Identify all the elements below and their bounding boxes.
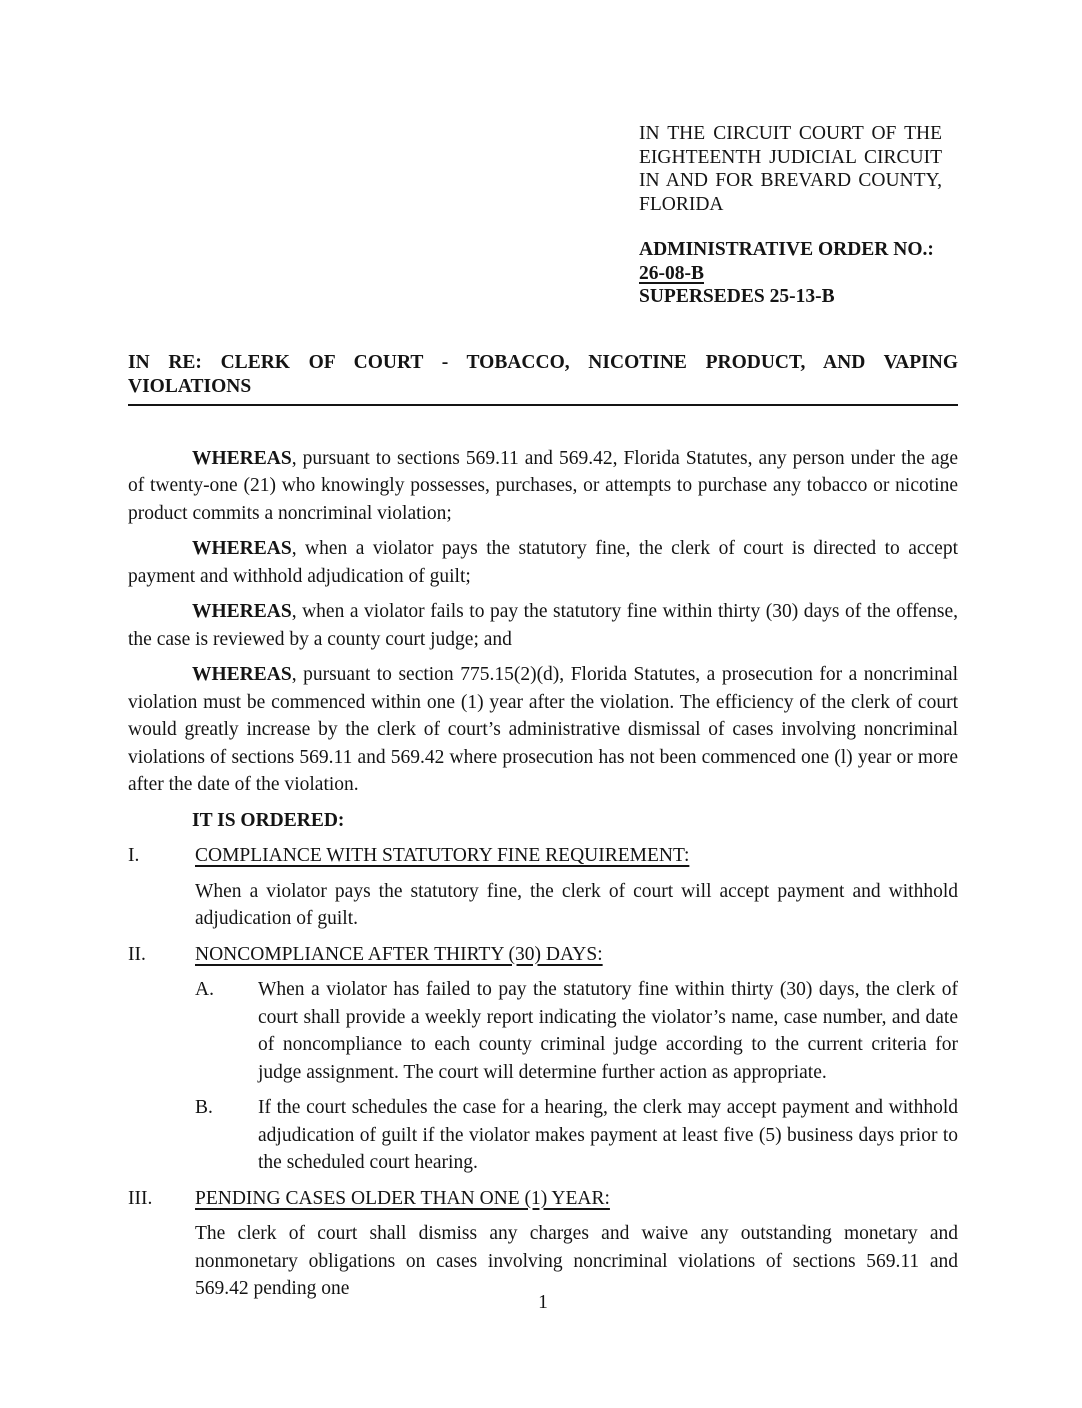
section-numeral: III. [128, 1187, 153, 1209]
whereas-text: , when a violator fails to pay the statutory fine within thirty (30) days of the offense, the case is reviewed by a county court judge; and [128, 601, 958, 650]
document-title-line: VIOLATIONS [128, 376, 252, 397]
subitem-label: B. [195, 1097, 213, 1118]
subitem-text: If the court schedules the case for a hearing, the clerk may accept payment and withhold adjudication of guilt if the violator makes payment at least five (5) business days prior to the scheduled court hearing. [258, 1097, 958, 1173]
whereas-paragraph-4 [128, 661, 958, 799]
subitem-text: When a violator has failed to pay the statutory fine within thirty (30) days, the clerk of court shall provide a weekly report indicating the violator’s name, case number, and date of noncompliance to each county criminal judge according to the current criteria for judge assignment. The court will determine further action as appropriate. [258, 979, 958, 1083]
section-numeral: II. [128, 943, 146, 965]
subitem-label: A. [195, 979, 214, 1000]
whereas-text: , pursuant to sections 569.11 and 569.42, Florida Statutes, any person under the age of twenty-one (21) who knowingly possesses, purchases, or attempts to purchase any tobacco or nicotine product commits a noncriminal violation; [128, 447, 958, 524]
document-title [128, 351, 958, 406]
section-numeral: I. [128, 845, 140, 866]
section-2-item-a [195, 976, 958, 1086]
section-heading-text: NONCOMPLIANCE AFTER THIRTY (30) DAYS: [195, 943, 603, 965]
section-heading-text: COMPLIANCE WITH STATUTORY FINE REQUIREMENT: [195, 845, 690, 866]
whereas-text: , pursuant to section 775.15(2)(d), Florida Statutes, a prosecution for a noncriminal violation must be commenced within one (1) year after the violation. The efficiency of the clerk of court would greatly increase by the clerk of court’s administrative dismissal of cases involving noncriminal violations of sections 569.11 and 569.42 where prosecution has not been commenced one (l) year or more after the date of the violation. [128, 664, 958, 795]
section-3-heading [128, 1185, 958, 1213]
order-number: 26-08-B [639, 262, 704, 284]
whereas-paragraph-3 [128, 598, 958, 653]
section-3-body: The clerk of court shall dismiss any charges and waive any outstanding monetary and nonmonetary obligations on cases involving noncriminal violations of sections 569.11 and 569.42 pending one [195, 1223, 958, 1299]
order-number-block [639, 238, 959, 309]
order-number-label: ADMINISTRATIVE ORDER NO.: [639, 239, 934, 260]
whereas-lead: WHEREAS [192, 601, 292, 622]
whereas-paragraph-1 [128, 445, 958, 528]
page-number: 1 [538, 1292, 548, 1313]
whereas-paragraph-2 [128, 535, 958, 590]
document-title-line: IN RE: CLERK OF COURT - TOBACCO, NICOTINE PRODUCT, AND VAPING [128, 351, 958, 373]
court-caption-line: IN THE CIRCUIT COURT OF THE [639, 123, 942, 144]
court-caption [639, 122, 942, 216]
whereas-lead: WHEREAS [192, 664, 292, 685]
whereas-lead: WHEREAS [192, 538, 292, 559]
section-2-heading [128, 941, 958, 969]
court-caption-line: EIGHTEENTH JUDICIAL CIRCUIT [639, 146, 942, 168]
supersedes-label: SUPERSEDES 25-13-B [639, 286, 835, 307]
whereas-text: , when a violator pays the statutory fine, the clerk of court is directed to accept payment and withhold adjudication of guilt; [128, 538, 958, 587]
it-is-ordered-label: IT IS ORDERED: [192, 809, 345, 831]
court-caption-line: FLORIDA [639, 193, 724, 215]
whereas-lead: WHEREAS [192, 447, 292, 469]
document-body [128, 445, 958, 1303]
court-caption-line: IN AND FOR BREVARD COUNTY, [639, 170, 942, 191]
section-2-item-b [195, 1094, 958, 1177]
section-heading-text: PENDING CASES OLDER THAN ONE (1) YEAR: [195, 1187, 610, 1209]
section-1-body: When a violator pays the statutory fine, the clerk of court will accept payment and withhold adjudication of guilt. [195, 880, 958, 929]
section-1-heading [128, 842, 958, 870]
